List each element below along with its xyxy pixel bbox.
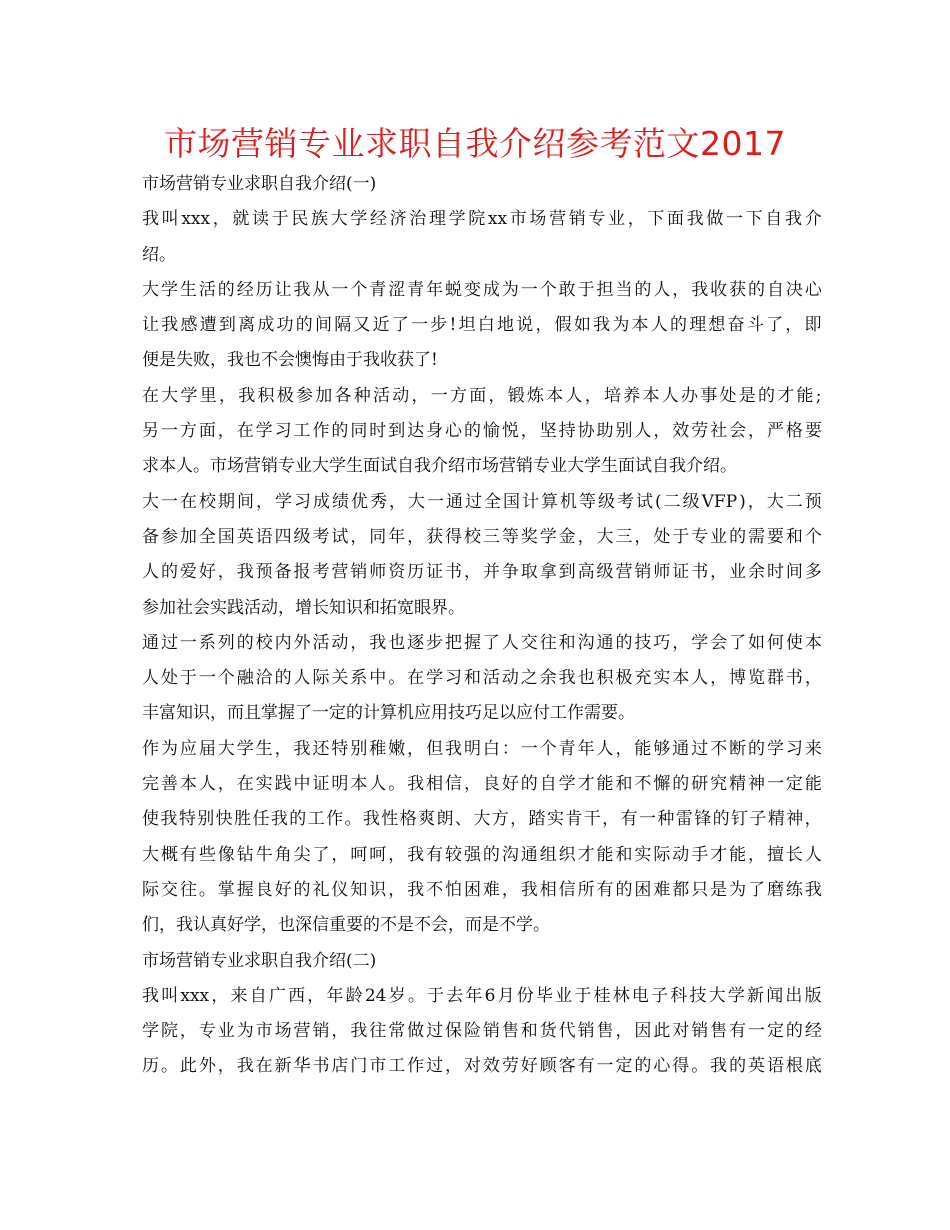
text-line: 学 院 ， 专 业 为 市 场 营 销 ， 我 往 常 做 过 保 险 销 售 和 货 代 销 售 ， 因 此 对 销 售 有 一 定 的 经 xyxy=(142,1021,822,1042)
text-line: 我 叫 xxx ， 来 自 广 西 ， 年 龄 24 岁 。 于 去 年 6 月 份 毕 业 于 桂 林 电 子 科 技 大 学 新 闻 出 版 xyxy=(142,985,822,1006)
text-line: 人 的 爱 好 ， 我 预 备 报 考 营 销 师 资 历 证 书 ， 并 争 取 拿 到 高 级 营 销 师 证 书 ， 业 余 时 间 多 xyxy=(142,562,822,583)
text-line: 市场营销专业求职自我介绍(二) xyxy=(142,950,377,971)
text-line: 完 善 本 人 ， 在 实 践 中 证 明 本 人 。 我 相 信 ， 良 好 的 自 学 才 能 和 不 懈 的 研 究 精 神 一 定 能 xyxy=(142,774,822,795)
text-line: 际 交 往 。 掌 握 良 好 的 礼 仪 知 识 ， 我 不 怕 困 难 ， 我 相 信 所 有 的 困 难 都 只 是 为 了 磨 练 我 xyxy=(142,879,822,900)
text-line: 通 过 一 系 列 的 校 内 外 活 动 ， 我 也 逐 步 把 握 了 人 交 往 和 沟 通 的 技 巧 ， 学 会 了 如 何 使 本 xyxy=(142,632,822,653)
text-line: 大 概 有 些 像 钻 牛 角 尖 了 ， 呵 呵 ， 我 有 较 强 的 沟 通 组 织 才 能 和 实 际 动 手 才 能 ， 擅 长 人 xyxy=(142,844,822,865)
text-line: 备 参 加 全 国 英 语 四 级 考 试 ， 同 年 ， 获 得 校 三 等 奖 学 金 ， 大 三 ， 处 于 专 业 的 需 要 和 个 xyxy=(142,526,822,547)
text-line: 我 叫 xxx ， 就 读 于 民 族 大 学 经 济 治 理 学 院 xx 市 场 营 销 专 业 ， 下 面 我 做 一 下 自 我 介 xyxy=(142,209,822,230)
text-line: 人 处 于 一 个 融 洽 的 人 际 关 系 中 。 在 学 习 和 活 动 之 余 我 也 积 极 充 实 本 人 ， 博 览 群 书 ， xyxy=(142,668,822,689)
text-line: 丰富知识，而且掌握了一定的计算机应用技巧足以应付工作需要。 xyxy=(142,703,635,724)
text-line: 另 一 方 面 ， 在 学 习 工 作 的 同 时 到 达 身 心 的 愉 悦 ， 坚 持 协 助 别 人 ， 效 劳 社 会 ， 严 格 要 xyxy=(142,421,822,442)
text-line: 参加社会实践活动，增长知识和拓宽眼界。 xyxy=(142,597,465,618)
text-line: 便是失败，我也不会懊悔由于我收获了! xyxy=(142,350,438,371)
text-line: 让 我 感 遭 到 离 成 功 的 间 隔 又 近 了 一 步 ! 坦 白 地 说 ， 假 如 我 为 本 人 的 理 想 奋 斗 了 ， 即 xyxy=(142,315,822,336)
text-line: 大 一 在 校 期 间 ， 学 习 成 绩 优 秀 ， 大 一 通 过 全 国 计 算 机 等 级 考 试 ( 二 级 VFP ) ， 大 二 预 xyxy=(142,491,822,512)
text-line: 们，我认真好学，也深信重要的不是不会，而是不学。 xyxy=(142,915,550,936)
text-line: 市场营销专业求职自我介绍(一) xyxy=(142,174,377,194)
text-line: 作 为 应 届 大 学 生 ， 我 还 特 别 稚 嫩 ， 但 我 明 白 ： 一 个 青 年 人 ， 能 够 通 过 不 断 的 学 习 来 xyxy=(142,738,822,759)
text-line: 使 我 特 别 快 胜 任 我 的 工 作 。 我 性 格 爽 朗 、 大 方 ， 踏 实 肯 干 ， 有 一 种 雷 锋 的 钉 子 精 神 ， xyxy=(142,809,822,830)
text-line: 大 学 生 活 的 经 历 让 我 从 一 个 青 涩 青 年 蜕 变 成 为 一 个 敢 于 担 当 的 人 ， 我 收 获 的 自 决 心 xyxy=(142,279,822,300)
document-body xyxy=(142,167,822,1085)
text-line: 在 大 学 里 ， 我 积 极 参 加 各 种 活 动 ， 一 方 面 ， 锻 炼 本 人 ， 培 养 本 人 办 事 处 是 的 才 能 ; xyxy=(142,385,822,406)
text-line: 历 。 此 外 ， 我 在 新 华 书 店 门 市 工 作 过 ， 对 效 劳 好 顾 客 有 一 定 的 心 得 。 我 的 英 语 根 底 xyxy=(142,1056,822,1077)
document-title: 市场营销专业求职自我介绍参考范文2017 xyxy=(164,124,786,163)
text-line: 求本人。市场营销专业大学生面试自我介绍市场营销专业大学生面试自我介绍。 xyxy=(142,456,737,477)
text-line: 绍。 xyxy=(142,244,176,265)
